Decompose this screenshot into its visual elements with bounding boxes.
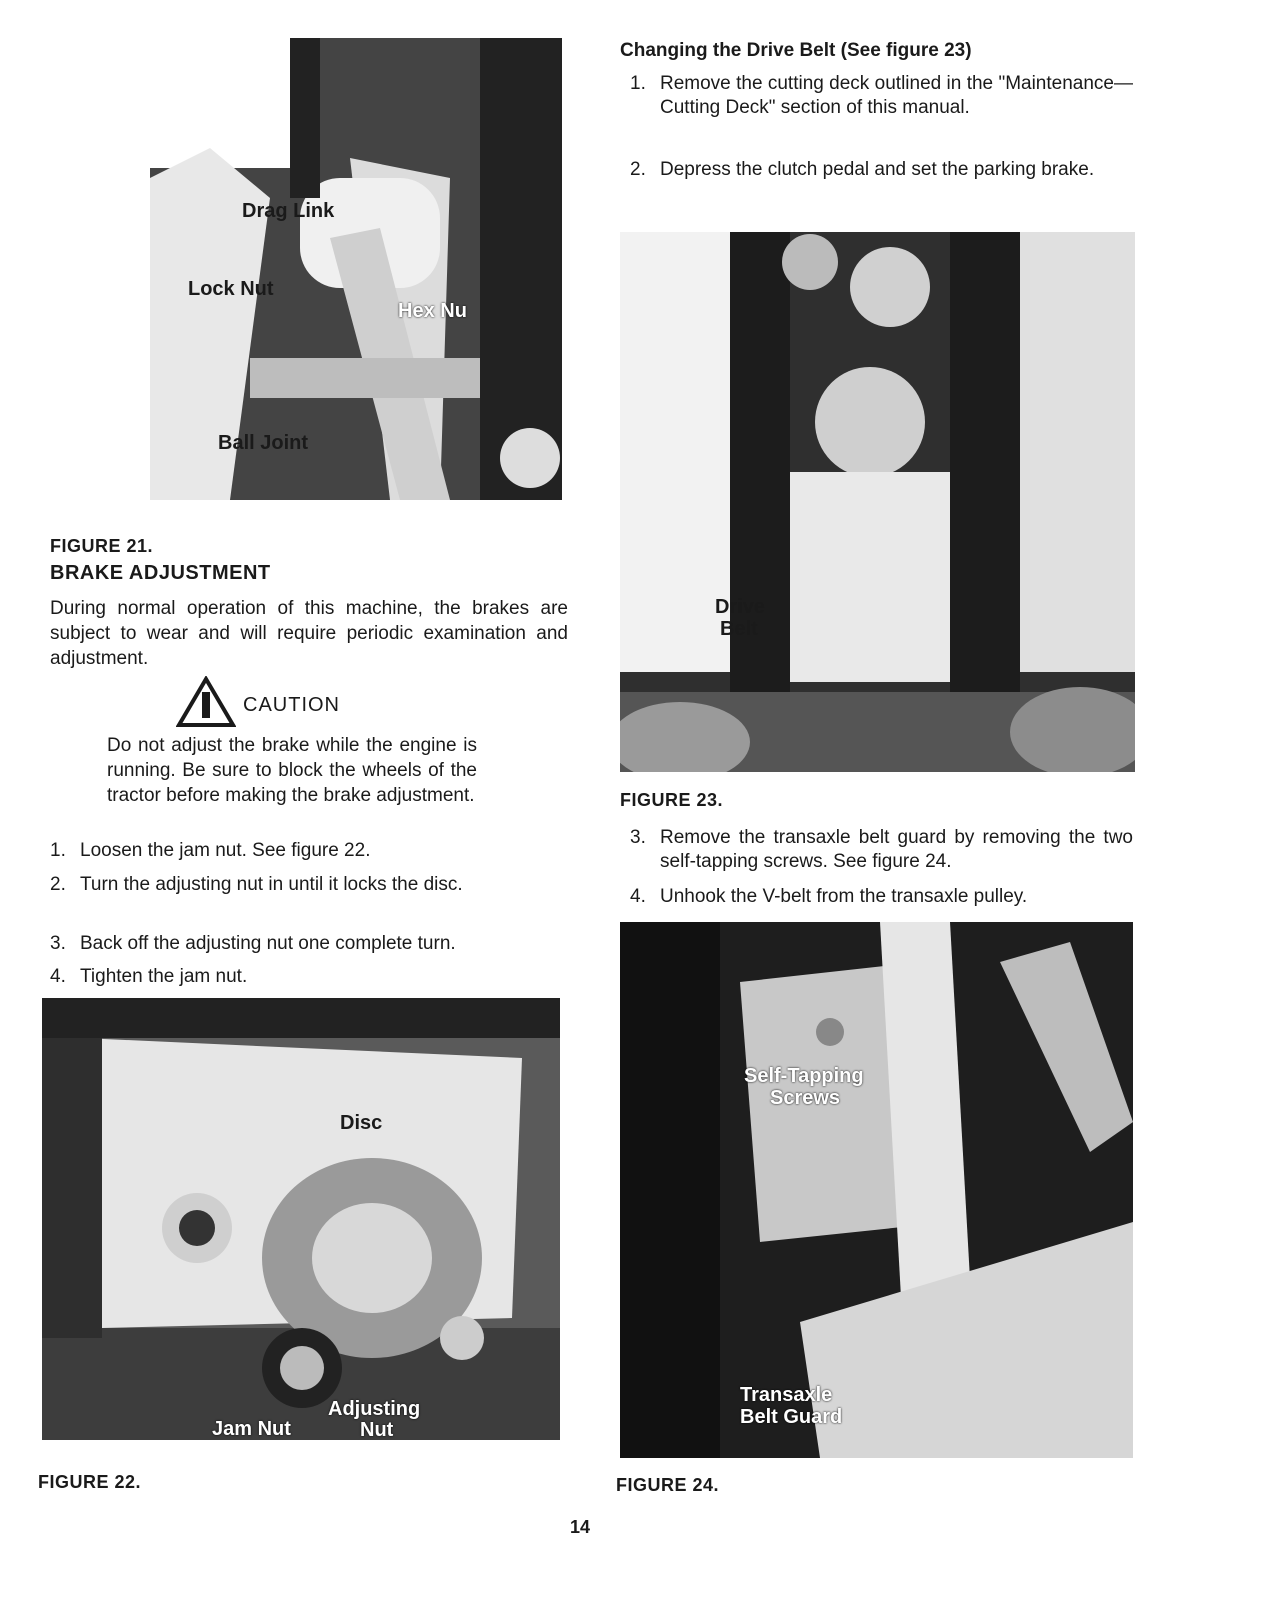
brake-step-3: 3. Back off the adjusting nut one complete turn. — [50, 933, 456, 954]
transaxle-label: Transaxle — [740, 1384, 833, 1406]
drive-step-4: 4. Unhook the V-belt from the transaxle pulley. — [630, 886, 1028, 907]
self-tapping-label: Self-Tapping — [744, 1065, 864, 1087]
drag-link-label: Drag Link — [242, 200, 335, 222]
caution-icon — [176, 676, 236, 728]
drive-step-1: 1. Remove the cutting deck outlined in the "Maintenance—Cutting Deck" section of this manual. — [630, 73, 1133, 118]
hex-nut-label: Hex Nu — [398, 300, 467, 322]
adjusting-label: Adjusting — [328, 1398, 421, 1420]
brake-step-2: 2. Turn the adjusting nut in until it locks the disc. — [50, 874, 463, 895]
figure-22-illustration — [42, 998, 560, 1440]
drive-belt-heading: Changing the Drive Belt (See figure 23) — [620, 40, 972, 61]
lock-nut-label: Lock Nut — [188, 278, 274, 300]
disc-label: Disc — [340, 1112, 383, 1134]
brake-adjustment-heading: BRAKE ADJUSTMENT — [50, 562, 271, 584]
brake-intro-text: During normal operation of this machine, the brakes are subject to wear and will require periodic examination and adjustment. — [50, 598, 568, 669]
figure-22-photo — [42, 998, 560, 1440]
ball-joint-label: Ball Joint — [218, 432, 309, 454]
drive-step-2: 2. Depress the clutch pedal and set the parking brake. — [630, 159, 1095, 180]
figure-22-caption: FIGURE 22. — [38, 1472, 142, 1492]
figure-24-illustration — [620, 922, 1133, 1458]
figure-24-photo — [620, 922, 1133, 1458]
brake-step-4: 4. Tighten the jam nut. — [50, 966, 248, 987]
page-number: 14 — [570, 1517, 591, 1537]
drive-label: Drive — [715, 596, 766, 618]
jam-nut-label: Jam Nut — [212, 1418, 291, 1440]
figure-21-caption: FIGURE 21. — [50, 536, 154, 556]
caution-label: CAUTION — [243, 694, 340, 716]
brake-step-1: 1. Loosen the jam nut. See figure 22. — [50, 840, 371, 861]
belt-guard-label: Belt Guard — [740, 1406, 843, 1428]
figure-21-photo — [150, 38, 562, 500]
drive-step-3: 3. Remove the transaxle belt guard by removing the two self-tapping screws. See figure 24. — [630, 827, 1133, 872]
screws-label: Screws — [770, 1087, 841, 1109]
figure-23-photo — [620, 232, 1135, 772]
figure-23-illustration — [620, 232, 1135, 772]
adjusting-nut-label: Nut — [360, 1419, 394, 1440]
belt-label: Belt — [720, 618, 758, 640]
figure-23-caption: FIGURE 23. — [620, 790, 724, 810]
figure-24-caption: FIGURE 24. — [616, 1475, 720, 1495]
caution-text: Do not adjust the brake while the engine is running. Be sure to block the wheels of the tractor before making the brake adjustment. — [107, 735, 477, 806]
figure-21-illustration — [150, 38, 562, 500]
